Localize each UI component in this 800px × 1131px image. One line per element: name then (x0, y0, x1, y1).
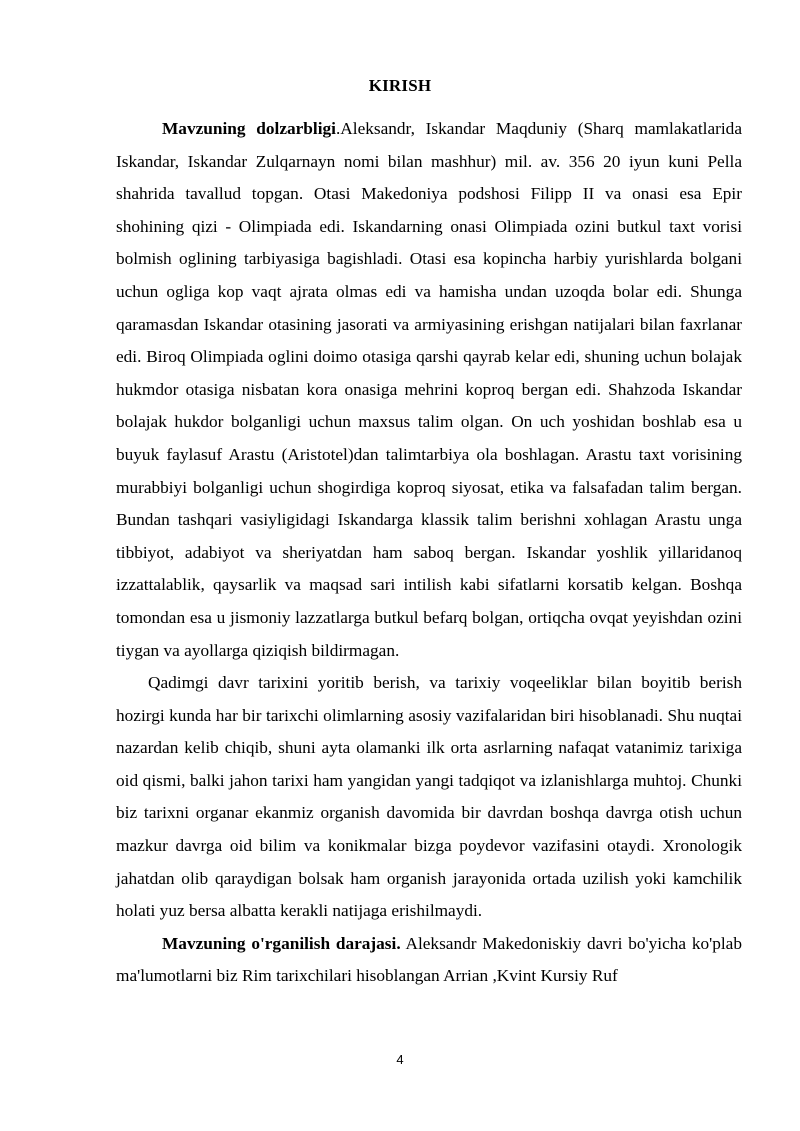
page-title: KIRISH (368, 76, 432, 95)
relevance-text: .Aleksandr, Iskandar Maqduniy (Sharq mamlakatlarida Iskandar, Iskandar Zulqarnayn nomi bilan mashhur) mil. av. 356 20 iyun kuni Pella shahrida tavallud topgan. Otasi Makedoniya podshosi Filipp II va onasi esa Epir shohining qizi - Olimpiada edi. Iskandarning onasi Olimpiada ozini butkul taxt vorisi bolmish oglining tarbiyasiga bagishladi. Otasi esa kopincha harbiy yurishlarda bolgani uchun ogliga kop vaqt ajrata olmas edi va hamisha undan uzoqda bolar edi. Shunga qaramasdan Iskandar otasining jasorati va armiyasining erishgan natijalari bilan faxrlanar edi. Biroq Olimpiada oglini doimo otasiga qarshi qayrab kelar edi, shuning uchun bolajak hukmdor otasiga nisbatan kora onasiga mehrini koproq bergan edi. Shahzoda Iskandar bolajak hukdor bolganligi uchun maxsus talim olgan. On uch yoshidan boshlab esa u buyuk faylasuf Arastu (Aristotel)dan talimtarbiya ola boshlagan. Arastu taxt vorisining murabbiyi bolganligi uchun shogirdiga koproq siyosat, etika va falsafadan talim bergan. Bundan tashqari vasiyligidagi Iskandarga klassik talim berishni xohlagan Arastu unga tibbiyot, adabiyot va sheriyatdan ham saboq bergan. Iskandar yoshlik yillaridanoq izzattalablik, qaysarlik va maqsad sari intilish kabi sifatlarni korsatib kelgan. Boshqa tomondan esa u jismoniy lazzatlarga butkul befarq bolgan, ortiqcha ovqat yeyishdan ozini tiygan va ayollarga qiziqish bildirmagan. (116, 119, 742, 660)
paragraph-ancient-history (116, 667, 742, 928)
relevance-heading: Mavzuning dolzarbligi (162, 119, 336, 138)
paragraph-study-degree (116, 928, 742, 993)
paragraph-relevance (116, 113, 742, 667)
study-degree-heading: Mavzuning o'rganilish darajasi. (162, 933, 401, 953)
page-number: 4 (396, 1052, 404, 1067)
body-text (116, 113, 742, 993)
ancient-history-text: Qadimgi davr tarixini yoritib berish, va tarixiy voqeeliklar bilan boyitib berish hozirgi kunda har bir tarixchi olimlarning asosiy vazifalaridan biri hisoblanadi. Shu nuqtai nazardan kelib chiqib, shuni ayta olamanki ilk orta asrlarning nafaqat vatanimiz tarixiga oid qismi, balki jahon tarixi ham yangidan yangi tadqiqot va izlanishlarga muhtoj. Chunki biz tarixni organar ekanmiz organish davomida bir davrdan boshqa davrga otish uchun mazkur davrga oid bilim va konikmalar bizga poydevor vazifasini otaydi. Xronologik jahatdan olib qaraydigan bolsak ham organish jarayonida ortada uzilish yoki kamchilik holati yuz bersa albatta kerakli natijaga erishilmaydi. (116, 673, 742, 921)
study-degree-text: Aleksandr Makedoniskiy davri bo'yicha ko'plab ma'lumotlarni biz Rim tarixchilari hisoblangan Arrian ,Kvint Kursiy Ruf (116, 933, 742, 986)
